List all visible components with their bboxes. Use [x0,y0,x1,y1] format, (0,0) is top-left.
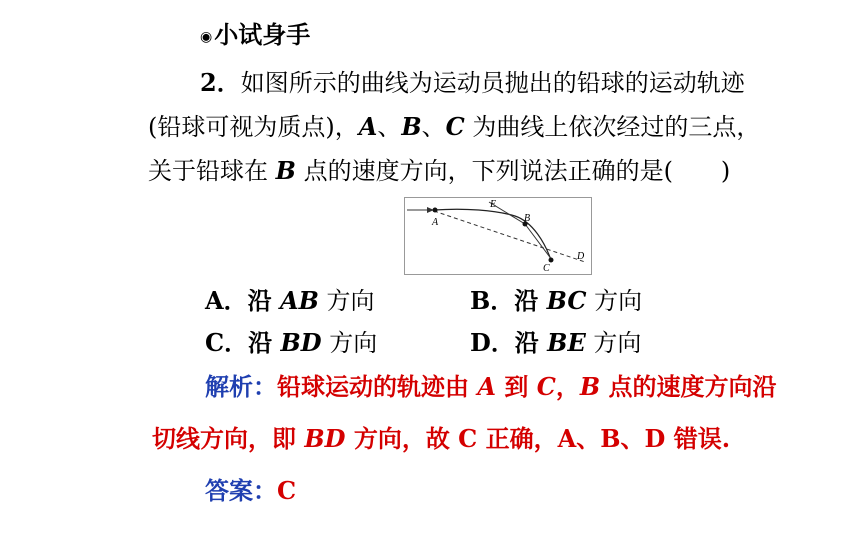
analysis-line-1 [205,372,776,402]
label-a: A [432,217,439,228]
analysis-text-2: 到 [495,372,537,401]
dashed-line-ad [434,211,585,262]
option-b-suffix: 方向 [586,287,643,315]
label-c: C [543,263,550,274]
point-b: B [401,112,422,141]
option-d[interactable] [470,328,641,358]
analysis-text-1: 铅球运动的轨迹由 [277,372,478,401]
section-title-text: 小试身手 [214,20,311,49]
question-text-2b: 为曲线上依次经过的三点， [464,113,761,141]
option-c-label: C．沿 [205,328,281,357]
answer-value: C [277,476,297,505]
option-a[interactable] [205,286,375,316]
answer-label: 答案： [205,476,277,505]
analysis-text-4: 点的速度方向沿 [600,372,777,401]
option-c-var: BD [280,328,322,357]
answer-line [205,476,296,506]
point-a-dot [433,208,438,213]
option-d-suffix: 方向 [585,329,642,357]
analysis-line-2 [152,424,730,454]
question-line-3 [148,156,730,186]
question-text-1: 如图所示的曲线为运动员抛出的铅球的运动轨迹 [240,69,745,97]
point-c: C [445,112,465,141]
analysis-var-bd: BD [304,424,346,453]
trajectory-figure [404,197,592,275]
option-b-var: BC [546,286,587,315]
question-text-2a: (铅球可视为质点)， [148,113,359,141]
question-line-1 [200,68,745,98]
analysis-var-a: A [477,372,496,401]
analysis-text-3: ， [555,372,580,401]
question-text-3b: 点的速度方向，下列说法正确的是( ) [295,157,731,185]
analysis-text-5: 切线方向，即 [152,424,305,453]
question-line-2 [148,112,760,142]
option-d-label: D．沿 [470,328,548,357]
chord-line-bc [525,224,552,260]
option-a-label: A．沿 [205,286,280,315]
option-b[interactable] [470,286,642,316]
section-title [200,20,310,52]
question-number: 2． [200,68,241,97]
option-d-var: BE [547,328,586,357]
option-b-label: B．沿 [470,286,547,315]
point-a: A [358,112,378,141]
analysis-label: 解析： [205,372,277,401]
bullet-icon: ◉ [200,28,213,45]
sep-1: 、 [377,113,402,141]
option-a-suffix: 方向 [318,287,375,315]
label-b: B [524,213,531,224]
analysis-var-c: C [536,372,556,401]
point-b-ref: B [275,156,296,185]
analysis-text-6: 方向，故 C 正确，A、B、D 错误. [345,424,731,453]
point-c-dot [549,258,554,263]
question-text-3a: 关于铅球在 [148,157,276,185]
option-c[interactable] [205,328,377,358]
trajectory-diagram [405,198,591,274]
label-e: E [490,199,497,210]
label-d: D [577,251,585,262]
option-c-suffix: 方向 [321,329,378,357]
sep-2: 、 [421,113,446,141]
option-a-var: AB [279,286,319,315]
analysis-var-b: B [579,372,601,401]
